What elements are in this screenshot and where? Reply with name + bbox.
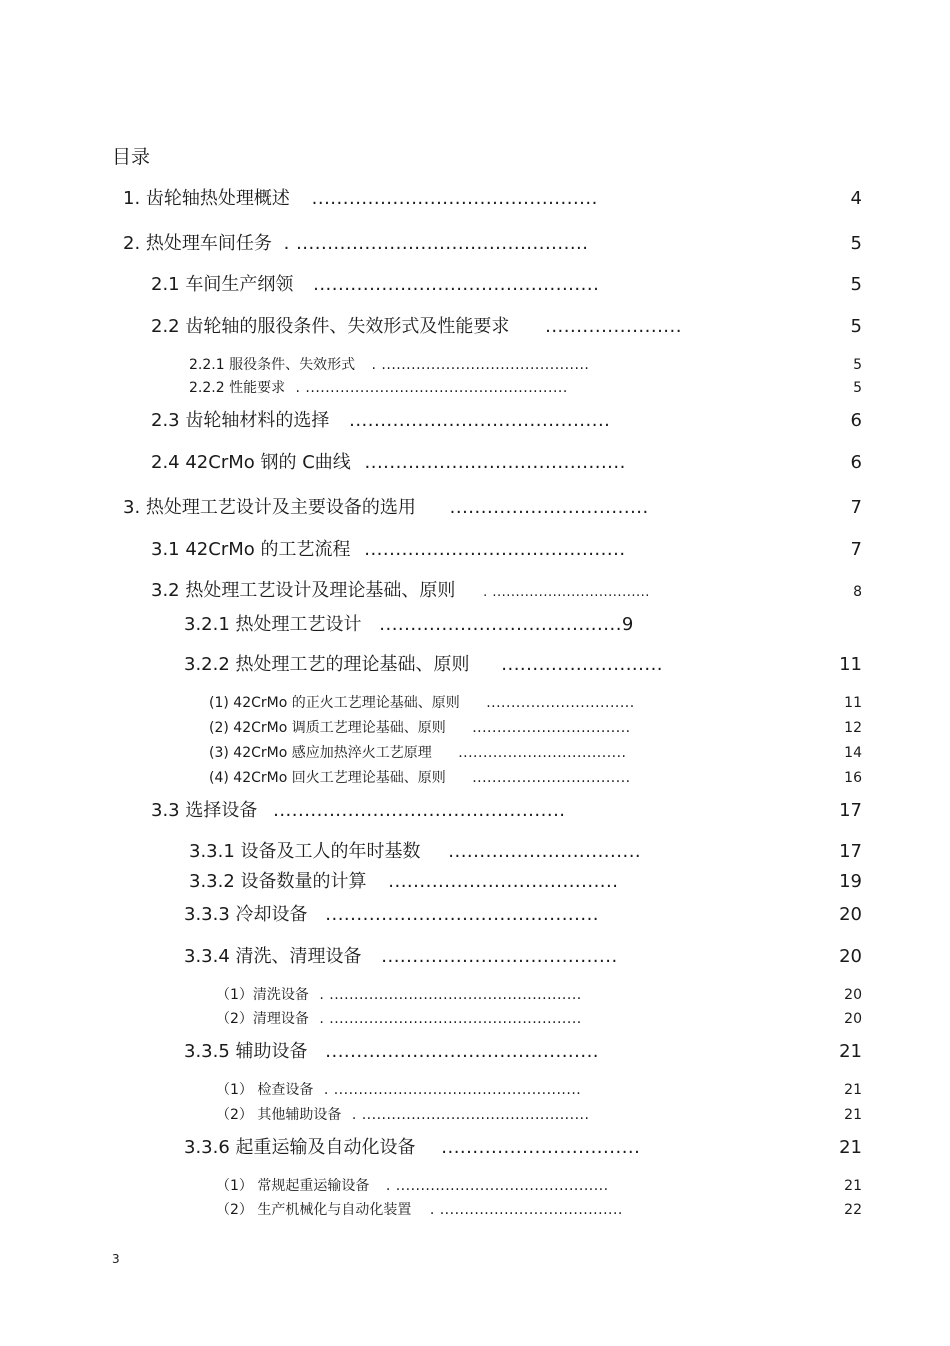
toc-page-number: 21: [844, 1082, 862, 1098]
toc-entry-text: （2）清理设备: [216, 1011, 309, 1027]
toc-leader: ................................: [472, 720, 631, 736]
toc-entry-text: 3.2 热处理工艺设计及理论基础、原则: [151, 580, 456, 601]
toc-page-number: 17: [839, 841, 862, 862]
toc-page-number: 21: [839, 1041, 862, 1062]
toc-entry-text: 2.3 齿轮轴材料的选择: [151, 410, 330, 431]
toc-entry: [189, 381, 568, 395]
toc-leader: ............................................: [325, 1041, 600, 1062]
toc-entry-text: 1. 齿轮轴热处理概述: [123, 188, 290, 209]
toc-entry-text: （1） 检查设备: [216, 1082, 314, 1098]
toc-page-number: 5: [853, 380, 862, 396]
toc-page-number: 21: [844, 1107, 862, 1123]
toc-page-number: 20: [844, 987, 862, 1003]
toc-leader: ......................: [545, 316, 682, 337]
toc-page-number: 22: [844, 1202, 862, 1218]
toc-leader: .....................................: [388, 871, 619, 892]
toc-entry: [184, 656, 663, 674]
toc-page-number: 4: [850, 188, 862, 209]
toc-page-number: 7: [850, 497, 862, 518]
toc-entry: [184, 1043, 599, 1061]
toc-leader: . ..............................................: [351, 1107, 590, 1123]
toc-entry: [151, 541, 626, 559]
toc-entry: [209, 696, 635, 710]
toc-leader: ..........................: [501, 654, 664, 675]
toc-entry: [184, 616, 634, 634]
toc-page-number: 21: [839, 1137, 862, 1158]
toc-entry: [151, 802, 566, 820]
toc-entry: [151, 276, 599, 294]
toc-entry: [209, 746, 627, 760]
toc-entry: [151, 454, 626, 472]
toc-page-number: 21: [844, 1178, 862, 1194]
toc-entry: [151, 412, 610, 430]
toc-entry: [123, 190, 598, 208]
toc-entry: [216, 1012, 582, 1026]
toc-leader: ............................................: [325, 904, 600, 925]
toc-entry-text: (3) 42CrMo 感应加热淬火工艺原理: [209, 745, 432, 761]
toc-leader: . ...................................................: [319, 1011, 582, 1027]
toc-entry-text: （1）清洗设备: [216, 987, 309, 1003]
toc-entry: [184, 906, 599, 924]
toc-entry-text: （2） 生产机械化与自动化装置: [216, 1202, 412, 1218]
toc-leader: ..........................................: [349, 410, 611, 431]
toc-entry-text: （2） 其他辅助设备: [216, 1107, 342, 1123]
toc-page-number: 20: [839, 946, 862, 967]
toc-entry-text: 3.2.1 热处理工艺设计: [184, 614, 362, 635]
toc-entry: [209, 771, 631, 785]
toc-entry-text: 2.2.2 性能要求: [189, 380, 286, 396]
toc-entry-text: 3.3.5 辅助设备: [184, 1041, 308, 1062]
toc-entry-text: 3.3 选择设备: [151, 800, 258, 821]
toc-leader: ......................................: [381, 946, 618, 967]
toc-page-number: 20: [844, 1011, 862, 1027]
toc-leader: ...............................................: [273, 800, 566, 821]
toc-entry-text: （1） 常规起重运输设备: [216, 1178, 370, 1194]
toc-entry: [184, 948, 618, 966]
toc-entry-text: 3.3.1 设备及工人的年时基数: [189, 841, 421, 862]
toc-entry: [123, 499, 649, 517]
toc-entry-text: (2) 42CrMo 调质工艺理论基础、原则: [209, 720, 446, 736]
toc-entry: [189, 358, 589, 372]
toc-page-number: 5: [850, 316, 862, 337]
toc-page-number: 11: [844, 695, 862, 711]
toc-page-number: 5: [850, 233, 862, 254]
toc-entry: [151, 582, 650, 600]
toc-leader: . ...........................................: [385, 1178, 609, 1194]
toc-leader: . ..........................................: [371, 357, 590, 373]
toc-leader: . ...............................................: [283, 233, 589, 254]
toc-entry: [216, 1203, 623, 1217]
toc-leader: ..........................................: [364, 539, 626, 560]
toc-page-number: 5: [853, 357, 862, 373]
toc-leader: ................................: [441, 1137, 641, 1158]
toc-leader: ................................: [449, 497, 649, 518]
toc-entry: [216, 1108, 589, 1122]
toc-page-number: 5: [850, 274, 862, 295]
toc-entry: [216, 1179, 609, 1193]
toc-leader: ................................: [472, 770, 631, 786]
toc-leader: . ..................................: [483, 585, 650, 600]
toc-entry: [216, 1083, 581, 1097]
toc-page-number: 8: [853, 584, 862, 600]
toc-entry-text: 3.1 42CrMo 的工艺流程: [151, 539, 351, 560]
toc-leader: . .....................................: [429, 1202, 623, 1218]
toc-page-number: 6: [850, 452, 862, 473]
toc-entry-text: 2.2 齿轮轴的服役条件、失效形式及性能要求: [151, 316, 510, 337]
toc-entry-text: 3.3.4 清洗、清理设备: [184, 946, 362, 967]
toc-title: 目录: [112, 146, 151, 168]
toc-page-number: 7: [850, 539, 862, 560]
toc-entry-text: 2.1 车间生产纲领: [151, 274, 294, 295]
toc-entry: [189, 873, 618, 891]
toc-entry: [184, 1139, 640, 1157]
toc-entry-text: 3.2.2 热处理工艺的理论基础、原则: [184, 654, 470, 675]
toc-entry-text: 3. 热处理工艺设计及主要设备的选用: [123, 497, 416, 518]
toc-entry-text: 3.3.6 起重运输及自动化设备: [184, 1137, 416, 1158]
toc-entry: [123, 235, 589, 253]
toc-leader: ..................................: [458, 745, 627, 761]
toc-entry-text: 2.2.1 服役条件、失效形式: [189, 357, 356, 373]
toc-leader: ..............................................: [313, 274, 600, 295]
toc-leader: . ...................................................: [319, 987, 582, 1003]
toc-leader: ..............................................: [311, 188, 598, 209]
toc-leader: . .....................................................: [295, 380, 568, 396]
toc-page-number: 19: [839, 871, 862, 892]
toc-entry: [189, 843, 641, 861]
toc-leader: ..........................................: [364, 452, 626, 473]
toc-entry: [151, 318, 682, 336]
toc-entry-text: 3.3.2 设备数量的计算: [189, 871, 367, 892]
toc-page-number: 11: [839, 654, 862, 675]
toc-entry-text: 3.3.3 冷却设备: [184, 904, 308, 925]
toc-entry-text: 2. 热处理车间任务: [123, 233, 272, 254]
toc-page-number: 17: [839, 800, 862, 821]
toc-leader: . ..................................................: [323, 1082, 582, 1098]
toc-entry-text: (4) 42CrMo 回火工艺理论基础、原则: [209, 770, 446, 786]
toc-page-number: 20: [839, 904, 862, 925]
toc-page-number: 12: [844, 720, 862, 736]
toc-entry: [209, 721, 631, 735]
toc-page-number: 6: [850, 410, 862, 431]
toc-page-number: 16: [844, 770, 862, 786]
footer-page-number: 3: [112, 1252, 120, 1266]
toc-entry-text: (1) 42CrMo 的正火工艺理论基础、原则: [209, 695, 460, 711]
toc-entry-text: 2.4 42CrMo 钢的 C曲线: [151, 452, 351, 473]
toc-leader: ..............................: [486, 695, 635, 711]
toc-page-number: 14: [844, 745, 862, 761]
toc-leader: ...............................: [448, 841, 642, 862]
toc-leader: .......................................9: [379, 614, 634, 635]
toc-entry: [216, 988, 582, 1002]
